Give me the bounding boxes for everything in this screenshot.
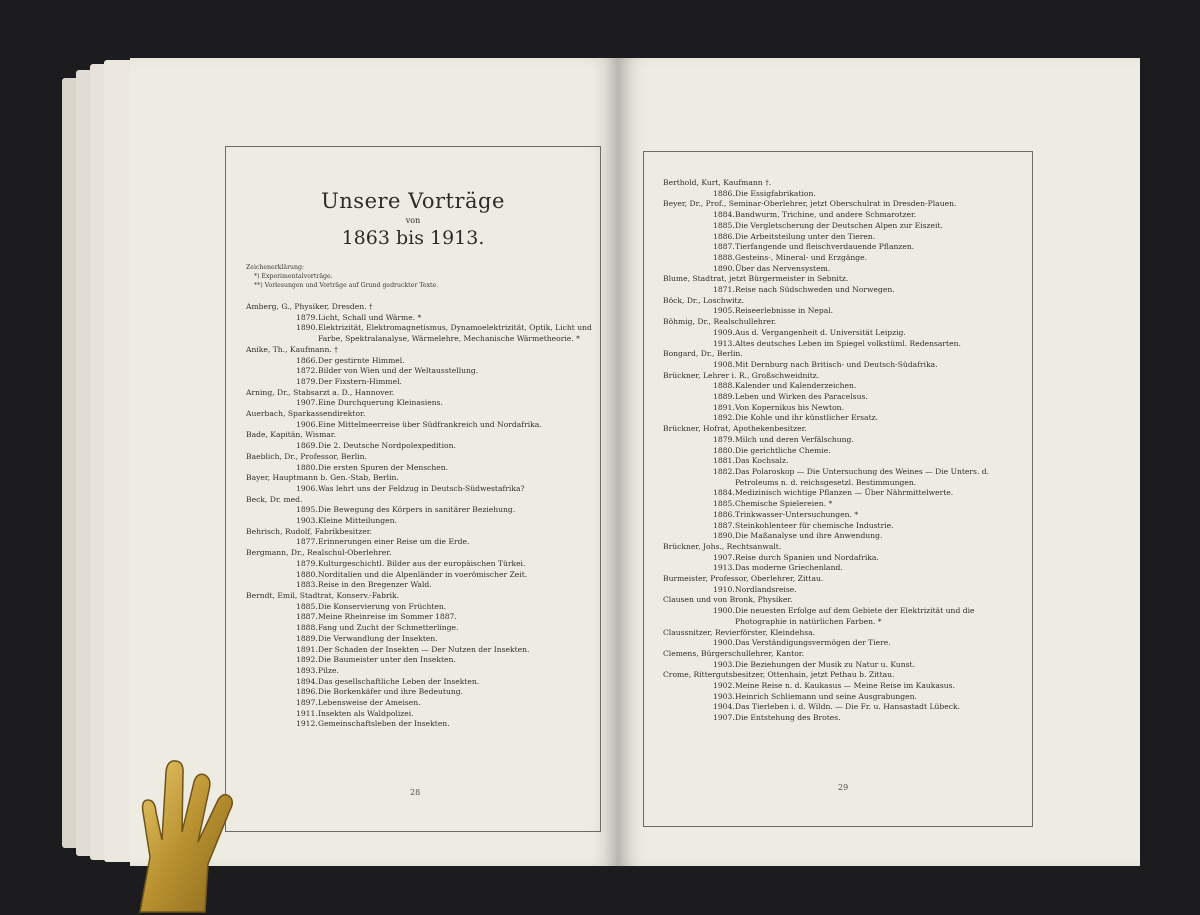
lecture-title: Reiseerlebnisse in Nepal. (735, 306, 834, 316)
lecture-year: 1869. (296, 441, 318, 451)
lecture-item (296, 420, 592, 431)
left-page-frame (225, 146, 601, 832)
lecture-title: Die Konservierung von Früchten. (318, 601, 447, 611)
lecturer-name: Arning, Dr., Stabsarzt a. D., Hannover. (246, 387, 395, 397)
lecture-title: Chemische Spielereien. * (735, 499, 833, 509)
lecturer-entry (663, 649, 1022, 670)
lecture-title: Meine Reise n. d. Kaukasus — Meine Reise im Kaukasus. (735, 681, 955, 691)
lecture-item (296, 570, 592, 581)
lecturer-name: Clausen und von Bronk, Physiker. (663, 595, 793, 605)
lecture-title: Das Tierleben i. d. Wildn. — Die Fr. u. Hansastadt Lübeck. (735, 702, 961, 712)
lecture-year: 1886. (713, 188, 735, 198)
page-title: Unsere Vorträge (321, 189, 505, 213)
lecture-item (713, 285, 1022, 296)
lecturer-name: Brückner, Johs., Rechtsanwalt. (663, 541, 782, 551)
lecture-item (713, 692, 1022, 703)
lecture-year: 1909. (713, 327, 735, 337)
lecture-title: Bandwurm, Trichine, und andere Schmarotzer. (735, 210, 917, 220)
lecturer-name: Böck, Dr., Loschwitz. (663, 295, 745, 305)
lecture-year: 1907. (713, 713, 735, 723)
right-page (618, 58, 1140, 866)
brass-hand-bookweight-icon (110, 752, 250, 915)
lecture-title: Medizinisch wichtige Pflanzen — Über Nährmittelwerte. (735, 488, 954, 498)
lecture-item (296, 719, 592, 730)
lecture-year: 1907. (296, 398, 318, 408)
lecturer-entry (246, 388, 592, 409)
lecture-year: 1888. (713, 381, 735, 391)
lecture-item (713, 499, 1022, 510)
lecture-year: 1872. (296, 366, 318, 376)
lecturer-entry (246, 302, 592, 345)
lecture-year: 1890. (713, 531, 735, 541)
lecture-year: 1877. (296, 537, 318, 547)
title-years: 1863 bis 1913. (341, 227, 485, 249)
lecture-title: Insekten als Waldpolizei. (318, 708, 414, 718)
lecture-title: Kalender und Kalenderzeichen. (735, 381, 857, 391)
lecture-item (296, 698, 592, 709)
lecturer-name: Anike, Th., Kaufmann. † (246, 344, 338, 354)
lecture-year: 1885. (713, 220, 735, 230)
lecture-title: Die Vergletscherung der Deutschen Alpen zur Eiszeit. (735, 220, 943, 230)
lecturer-entry (663, 628, 1022, 649)
lecture-year: 1891. (296, 644, 318, 654)
lecture-title: Elektrizität, Elektromagnetismus, Dynamoelektrizität, Optik, Licht und Farbe, Spektralanalyse, Wärmelehre, Mechanische Wärmetheorie. * (318, 323, 592, 344)
lecture-item (713, 521, 1022, 532)
lecture-title: Die 2. Deutsche Nordpolexpedition. (318, 441, 456, 451)
lecture-item (713, 563, 1022, 574)
page-number-right: 29 (838, 783, 849, 792)
lecture-title: Die ersten Spuren der Menschen. (318, 462, 449, 472)
lecturer-entry (663, 670, 1022, 724)
lecture-item (296, 709, 592, 720)
lecturer-entry (663, 424, 1022, 542)
lecture-item (296, 623, 592, 634)
lecture-year: 1906. (296, 483, 318, 493)
lecture-year: 1885. (713, 499, 735, 509)
lecture-title: Das Verständigungsvermögen der Tiere. (735, 638, 891, 648)
lecture-title: Heinrich Schliemann und seine Ausgrabungen. (735, 691, 917, 701)
lecture-title: Nordlandsreise. (735, 584, 797, 594)
lecture-title: Trinkwasser-Untersuchungen. * (735, 509, 859, 519)
lecture-item (296, 537, 592, 548)
lecture-item (713, 253, 1022, 264)
lecture-title: Die neuesten Erfolge auf dem Gebiete der Elektrizität und die Photographie in natürlichen Farben. * (735, 606, 975, 626)
lecture-title: Die Essigfabrikation. (735, 188, 816, 198)
lecture-item (713, 413, 1022, 424)
lecture-title: Aus d. Vergangenheit d. Universität Leipzig. (735, 327, 906, 337)
lecture-title: Erinnerungen einer Reise um die Erde. (318, 537, 470, 547)
lecture-year: 1879. (296, 558, 318, 568)
lecture-item (713, 381, 1022, 392)
lecture-year: 1900. (713, 638, 735, 648)
lecture-list-left (246, 302, 592, 730)
lecturer-name: Bergmann, Dr., Realschul-Oberlehrer. (246, 548, 392, 558)
lecture-item (713, 328, 1022, 339)
lecture-item (296, 377, 592, 388)
lecture-year: 1895. (296, 505, 318, 515)
lecture-title: Der Schaden der Insekten — Der Nutzen der Insekten. (318, 644, 530, 654)
lecture-title: Das gesellschaftliche Leben der Insekten. (318, 676, 480, 686)
lecture-item (296, 559, 592, 570)
title-von: von (405, 216, 421, 225)
right-page-frame (643, 151, 1033, 827)
lecturer-entry (663, 178, 1022, 199)
lecture-year: 1887. (713, 520, 735, 530)
lecturer-name: Amberg, G., Physiker, Dresden. † (246, 302, 373, 311)
lecture-title: Reise durch Spanien und Nordafrika. (735, 552, 879, 562)
lecture-year: 1888. (296, 623, 318, 633)
lecture-item (713, 242, 1022, 253)
lecturer-entry (246, 345, 592, 388)
lecture-title: Die Kohle und ihr künstlicher Ersatz. (735, 413, 879, 423)
lecture-year: 1913. (713, 338, 735, 348)
lecturer-name: Bade, Kapitän, Wismar. (246, 430, 337, 440)
lecture-year: 1884. (713, 488, 735, 498)
lecture-title: Die Arbeitsteilung unter den Tieren. (735, 231, 876, 241)
lecturer-entry (246, 548, 592, 591)
lecture-year: 1894. (296, 676, 318, 686)
lecturer-name: Clemens, Bürgerschullehrer, Kantor. (663, 648, 804, 658)
lecture-title: Das Polaroskop — Die Untersuchung des Weines — Die Unters. d. Petroleums n. d. reichsgesetzl. Bestimmungen. (735, 466, 990, 487)
lecture-item (296, 463, 592, 474)
lecture-year: 1881. (713, 456, 735, 466)
lecture-item (296, 484, 592, 495)
lecture-title: Die Bewegung des Körpers in sanitärer Beziehung. (318, 505, 516, 515)
lecture-item (296, 505, 592, 516)
lecture-year: 1896. (296, 687, 318, 697)
lecture-year: 1871. (713, 285, 735, 295)
lecture-title: Altes deutsches Leben im Spiegel volkstüml. Redensarten. (735, 338, 961, 348)
lecture-year: 1902. (713, 681, 735, 691)
lecture-item (296, 634, 592, 645)
lecture-year: 1890. (713, 263, 735, 273)
lecture-year: 1880. (713, 445, 735, 455)
lecture-item (296, 602, 592, 613)
lecturer-name: Beyer, Dr., Prof., Seminar-Oberlehrer, jetzt Oberschulrat in Dresden-Plauen. (663, 199, 957, 209)
lecture-item (713, 585, 1022, 596)
lecture-item (713, 510, 1022, 521)
lecture-item (296, 655, 592, 666)
lecture-year: 1882. (713, 466, 735, 476)
legend (246, 263, 600, 290)
lecture-item (713, 435, 1022, 446)
lecture-year: 1907. (713, 552, 735, 562)
lecture-title: Pilze. (318, 665, 339, 675)
lecture-year: 1911. (296, 708, 318, 718)
left-page (130, 58, 618, 866)
lecture-year: 1903. (713, 659, 735, 669)
lecture-title: Der Fixstern-Himmel. (318, 376, 402, 386)
lecture-year: 1889. (713, 392, 735, 402)
lecture-year: 1886. (713, 231, 735, 241)
lecturer-name: Berndt, Emil, Stadtrat, Konserv.-Fabrik. (246, 590, 400, 600)
lecturer-entry (663, 199, 1022, 274)
lecture-title: Eine Mittelmeerreise über Südfrankreich und Nordafrika. (318, 419, 542, 429)
lecturer-name: Beck, Dr. med. (246, 494, 303, 504)
lecture-year: 1888. (713, 252, 735, 262)
lecture-title: Bilder von Wien und der Weltausstellung. (318, 366, 479, 376)
lecture-item (713, 467, 1022, 488)
lecture-year: 1900. (713, 606, 735, 616)
lecture-year: 1903. (296, 516, 318, 526)
lecture-year: 1885. (296, 601, 318, 611)
lecture-title: Die gerichtliche Chemie. (735, 445, 831, 455)
lecture-title: Kulturgeschichtl. Bilder aus der europäischen Türkei. (318, 558, 526, 568)
lecture-year: 1893. (296, 665, 318, 675)
lecture-item (713, 306, 1022, 317)
lecturer-name: Crome, Rittergutsbesitzer, Ottenhain, jetzt Pethau b. Zittau. (663, 670, 895, 680)
lecturer-name: Burmeister, Professor, Oberlehrer, Zittau. (663, 574, 824, 584)
lecture-item (713, 360, 1022, 371)
lecture-title: Milch und deren Verfälschung. (735, 434, 854, 444)
lecture-title: Tierfangende und fleischverdauende Pflanzen. (735, 242, 915, 252)
lecture-item (296, 398, 592, 409)
lecture-title: Die Baumeister unter den Insekten. (318, 655, 456, 665)
lecture-item (296, 441, 592, 452)
lecture-year: 1880. (296, 569, 318, 579)
lecture-title: Das moderne Griechenland. (735, 563, 843, 573)
lecturer-entry (663, 349, 1022, 370)
title-block (226, 189, 600, 249)
page-number-left: 28 (410, 788, 421, 797)
lecturer-name: Bayer, Hauptmann b. Gen.-Stab, Berlin. (246, 473, 399, 483)
lecture-year: 1880. (296, 462, 318, 472)
lecture-item (296, 687, 592, 698)
lecture-year: 1906. (296, 419, 318, 429)
lecture-title: Die Maßanalyse und ihre Anwendung. (735, 531, 883, 541)
lecture-item (713, 403, 1022, 414)
legend-item: *) Experimentalvorträge. (254, 273, 333, 280)
lecturer-name: Blume, Stadtrat, jetzt Bürgermeister in Sebnitz. (663, 274, 849, 284)
lecturer-name: Behrisch, Rudolf, Fabrikbesitzer. (246, 526, 372, 536)
lecture-year: 1866. (296, 355, 318, 365)
lecture-item (713, 189, 1022, 200)
lecture-year: 1884. (713, 210, 735, 220)
lecture-title: Das Kochsalz. (735, 456, 789, 466)
lecturer-entry (246, 527, 592, 548)
lecture-title: Steinkohlenteer für chemische Industrie. (735, 520, 894, 530)
lecture-title: Mit Dernburg nach Britisch- und Deutsch-Südafrika. (735, 359, 938, 369)
lecture-title: Norditalien und die Alpenländer in voerömischer Zeit. (318, 569, 528, 579)
lecture-title: Die Beziehungen der Musik zu Natur u. Kunst. (735, 659, 915, 669)
lecture-item (713, 456, 1022, 467)
lecture-item (713, 660, 1022, 671)
lecturer-entry (663, 371, 1022, 425)
lecture-title: Reise in den Bregenzer Wald. (318, 580, 432, 590)
lecture-year: 1879. (713, 434, 735, 444)
lecture-year: 1892. (296, 655, 318, 665)
lecture-title: Die Entstehung des Brotes. (735, 713, 841, 723)
lecturer-entry (663, 595, 1022, 627)
lecture-title: Reise nach Südschweden und Norwegen. (735, 285, 895, 295)
lecturer-entry (663, 317, 1022, 349)
lecture-title: Die Verwandlung der Insekten. (318, 633, 438, 643)
lecture-year: 1883. (296, 580, 318, 590)
lecture-item (296, 323, 592, 344)
lecture-title: Gemeinschaftsleben der Insekten. (318, 719, 450, 729)
lecturer-entry (246, 473, 592, 494)
lecture-item (713, 606, 1022, 627)
lecture-item (713, 392, 1022, 403)
lecture-item (296, 313, 592, 324)
lecture-title: Leben und Wirken des Paracelsus. (735, 392, 868, 402)
lecture-item (713, 210, 1022, 221)
lecture-item (713, 702, 1022, 713)
lecture-item (713, 446, 1022, 457)
lecture-title: Der gestirnte Himmel. (318, 355, 405, 365)
lecture-item (713, 681, 1022, 692)
lecture-year: 1913. (713, 563, 735, 573)
legend-heading: Zeichenerklärung: (246, 264, 305, 271)
lecturer-name: Brückner, Hofrat, Apothekenbesitzer. (663, 424, 807, 434)
lecture-year: 1887. (296, 612, 318, 622)
lecturer-entry (246, 591, 592, 730)
lecturer-entry (663, 296, 1022, 317)
lecture-item (296, 580, 592, 591)
lecture-year: 1879. (296, 376, 318, 386)
lecture-year: 1897. (296, 698, 318, 708)
lecture-item (713, 638, 1022, 649)
lecture-year: 1886. (713, 509, 735, 519)
lecture-item (296, 366, 592, 377)
lecture-item (296, 612, 592, 623)
lecture-title: Die Borkenkäfer und ihre Bedeutung. (318, 687, 464, 697)
lecture-item (713, 221, 1022, 232)
lecture-title: Meine Rheinreise im Sommer 1887. (318, 612, 457, 622)
lecturer-name: Auerbach, Sparkassendirektor. (246, 409, 366, 419)
lecturer-name: Claussnitzer, Revierförster, Kleindehsa. (663, 627, 816, 637)
lecture-item (296, 677, 592, 688)
lecture-title: Gesteins-, Mineral- und Erzgänge. (735, 252, 868, 262)
lecture-item (296, 356, 592, 367)
lecture-item (713, 488, 1022, 499)
lecture-year: 1891. (713, 402, 735, 412)
lecture-year: 1903. (713, 691, 735, 701)
lecture-year: 1912. (296, 719, 318, 729)
lecture-year: 1892. (713, 413, 735, 423)
lecture-year: 1889. (296, 633, 318, 643)
lecture-item (296, 645, 592, 656)
lecture-year: 1887. (713, 242, 735, 252)
lecturer-entry (246, 495, 592, 527)
lecturer-name: Baeblich, Dr., Professor, Berlin. (246, 451, 367, 461)
lecture-year: 1879. (296, 312, 318, 322)
lecture-title: Eine Durchquerung Kleinasiens. (318, 398, 443, 408)
lecture-item (713, 264, 1022, 275)
lecture-title: Kleine Mitteilungen. (318, 516, 397, 526)
lecture-title: Lebensweise der Ameisen. (318, 698, 421, 708)
lecture-item (713, 531, 1022, 542)
lecture-item (713, 713, 1022, 724)
lecturer-entry (246, 430, 592, 451)
lecture-item (296, 516, 592, 527)
lecturer-name: Böhmig, Dr., Realschullehrer. (663, 317, 777, 327)
lecture-item (296, 666, 592, 677)
lecture-list-right (663, 178, 1022, 724)
lecture-title: Fang und Zucht der Schmetterlinge. (318, 623, 459, 633)
lecture-item (713, 553, 1022, 564)
lecture-item (713, 232, 1022, 243)
lecture-item (713, 339, 1022, 350)
lecture-title: Von Kopernikus bis Newton. (735, 402, 844, 412)
lecturer-entry (663, 274, 1022, 295)
lecturer-entry (246, 409, 592, 430)
lecturer-name: Berthold, Kurt, Kaufmann †. (663, 178, 772, 187)
lecturer-entry (663, 574, 1022, 595)
legend-item: **) Vorlesungen und Vorträge auf Grund gedruckter Texte. (254, 282, 439, 289)
lecturer-entry (663, 542, 1022, 574)
lecturer-name: Brückner, Lehrer i. R., Großschweidnitz. (663, 370, 820, 380)
lecture-year: 1910. (713, 584, 735, 594)
lecturer-entry (246, 452, 592, 473)
lecture-title: Was lehrt uns der Feldzug in Deutsch-Südwestafrika? (318, 483, 525, 493)
lecture-year: 1904. (713, 702, 735, 712)
lecture-year: 1905. (713, 306, 735, 316)
lecture-title: Licht, Schall und Wärme. * (318, 312, 422, 322)
lecturer-name: Bongard, Dr., Berlin. (663, 349, 743, 359)
lecture-title: Über das Nervensystem. (735, 263, 831, 273)
lecture-year: 1890. (296, 323, 318, 333)
lecture-year: 1908. (713, 359, 735, 369)
